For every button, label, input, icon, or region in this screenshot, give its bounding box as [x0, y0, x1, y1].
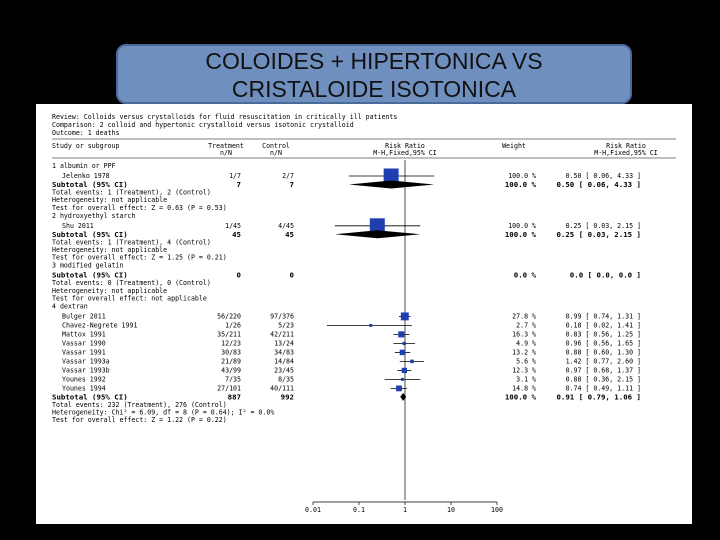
- subtotal-treatment: 7: [236, 180, 241, 189]
- group-title: 2 hydroxyethyl starch: [52, 211, 136, 220]
- study-control: 4/45: [278, 221, 294, 230]
- group-title: 4 dextran: [52, 302, 88, 311]
- study-control: 5/23: [278, 321, 294, 330]
- forest-plot: [36, 104, 692, 524]
- study-treatment: 12/23: [221, 339, 241, 348]
- study-treatment: 30/83: [221, 348, 241, 357]
- study-name: Jelenko 1978: [62, 172, 110, 180]
- study-treatment: 7/35: [225, 375, 241, 384]
- study-name: Vassar 1990: [62, 339, 106, 348]
- subtotal-ci: 0.50 [ 0.06, 4.33 ]: [556, 180, 641, 189]
- col-rr-sub: M-H,Fixed,95% CI: [373, 149, 437, 157]
- subtotal-ci: 0.0 [ 0.0, 0.0 ]: [569, 270, 641, 280]
- study-control: 13/24: [274, 339, 294, 348]
- slide-title-line1: COLOIDES + HIPERTONICA VS: [205, 48, 543, 74]
- study-treatment: 27/101: [217, 384, 241, 393]
- comparison-label: Comparison: 2 colloid and hypertonic crystalloid versus isotonic crystalloid: [52, 121, 354, 129]
- study-square: [398, 331, 404, 337]
- subtotal-treatment: 45: [232, 229, 241, 239]
- study-control: 34/83: [274, 348, 294, 357]
- study-treatment: 35/211: [217, 330, 241, 339]
- subtotal-weight: 100.0 %: [504, 392, 536, 402]
- study-weight: 4.9 %: [516, 339, 536, 348]
- subtotal-control: 45: [285, 229, 294, 239]
- subtotal-label: Subtotal (95% CI): [52, 229, 128, 239]
- outcome-label: Outcome: 1 deaths: [52, 129, 120, 137]
- col-treatment: Treatment: [208, 142, 244, 150]
- subtotal-treatment: 0: [236, 270, 241, 280]
- study-ci: 0.83 [ 0.56, 1.25 ]: [565, 330, 641, 339]
- subtotal-label: Subtotal (95% CI): [52, 270, 128, 280]
- group-note: Test for overall effect: Z = 1.22 (P = 0.22): [52, 416, 227, 425]
- group-note: Test for overall effect: Z = 0.63 (P = 0.53): [52, 203, 227, 212]
- study-name: Mattox 1991: [62, 330, 106, 339]
- col-weight: Weight: [502, 142, 526, 150]
- study-treatment: 56/220: [217, 312, 241, 321]
- study-name: Younes 1994: [62, 384, 106, 393]
- slide-title: [116, 44, 632, 104]
- study-square: [401, 378, 404, 381]
- subtotal-ci: 0.91 [ 0.79, 1.06 ]: [556, 392, 641, 402]
- study-ci: 0.25 [ 0.03, 2.15 ]: [565, 221, 641, 230]
- study-weight: 13.2 %: [512, 348, 536, 357]
- study-control: 14/84: [274, 357, 294, 366]
- study-ci: 0.88 [ 0.36, 2.15 ]: [565, 375, 641, 384]
- study-name: Vassar 1993a: [62, 357, 110, 366]
- x-axis-tick-label: 0.01: [305, 506, 321, 514]
- group-note: Heterogeneity: not applicable: [52, 286, 168, 295]
- subtotal-diamond: [335, 230, 420, 238]
- study-ci: 1.42 [ 0.77, 2.60 ]: [565, 357, 641, 366]
- study-square: [403, 342, 406, 345]
- study-treatment: 1/45: [225, 221, 241, 230]
- study-control: 97/376: [270, 312, 294, 321]
- study-treatment: 1/7: [229, 172, 241, 180]
- study-square: [369, 324, 372, 327]
- study-name: Vassar 1991: [62, 348, 106, 357]
- group-title: 1 albumin or PPF: [52, 162, 116, 170]
- group-note: Total events: 232 (Treatment), 276 (Control): [52, 401, 227, 409]
- x-axis-tick-label: 1: [403, 506, 407, 514]
- study-treatment: 21/89: [221, 357, 241, 366]
- slide-title-line2: CRISTALOIDE ISOTONICA: [231, 76, 517, 102]
- x-axis-tick-label: 100: [491, 506, 503, 514]
- group-note: Heterogeneity: not applicable: [52, 246, 168, 254]
- group-note: Test for overall effect: not applicable: [52, 294, 207, 303]
- study-control: 40/111: [270, 384, 294, 393]
- group-note: Total events: 0 (Treatment), 0 (Control): [52, 279, 211, 288]
- col-control: Control: [262, 142, 290, 150]
- col-treatment-sub: n/N: [220, 149, 232, 157]
- study-ci: 0.18 [ 0.02, 1.41 ]: [565, 321, 641, 330]
- subtotal-control: 7: [289, 180, 294, 189]
- study-square: [402, 368, 407, 373]
- group-note: Heterogeneity: Chi² = 6.09, df = 8 (P = 0.64); I² = 0.0%: [52, 408, 275, 417]
- study-treatment: 1/26: [225, 321, 241, 330]
- review-label: Review: Colloids versus crystalloids for fluid resuscitation in critically ill patients: [52, 113, 398, 121]
- subtotal-label: Subtotal (95% CI): [52, 180, 128, 189]
- subtotal-label: Subtotal (95% CI): [52, 392, 128, 402]
- study-control: 8/35: [278, 375, 294, 384]
- subtotal-control: 0: [289, 270, 294, 280]
- study-square: [396, 386, 402, 392]
- study-weight: 16.3 %: [512, 330, 536, 339]
- study-weight: 100.0 %: [508, 221, 536, 230]
- study-weight: 100.0 %: [508, 172, 536, 180]
- subtotal-weight: 100.0 %: [504, 229, 536, 239]
- study-ci: 0.99 [ 0.74, 1.31 ]: [565, 312, 641, 321]
- study-weight: 3.1 %: [516, 375, 536, 384]
- study-name: Bulger 2011: [62, 312, 106, 321]
- study-control: 42/211: [270, 330, 294, 339]
- x-axis-tick-label: 0.1: [353, 506, 365, 514]
- study-square: [410, 360, 414, 364]
- forest-plot-panel: [36, 104, 692, 524]
- subtotal-treatment: 887: [227, 392, 241, 402]
- study-weight: 12.3 %: [512, 366, 536, 375]
- study-ci: 0.74 [ 0.49, 1.11 ]: [565, 384, 641, 393]
- study-name: Shu 2011: [62, 221, 94, 230]
- group-title: 3 modified gelatin: [52, 261, 124, 270]
- study-weight: 2.7 %: [516, 321, 536, 330]
- col-rr: Risk Ratio: [385, 142, 425, 150]
- subtotal-diamond: [349, 181, 434, 189]
- subtotal-weight: 100.0 %: [504, 180, 536, 189]
- col-rr2-sub: M-H,Fixed,95% CI: [594, 149, 658, 157]
- study-square: [400, 350, 405, 355]
- study-name: Younes 1992: [62, 375, 106, 384]
- col-study: Study or subgroup: [52, 142, 120, 150]
- subtotal-control: 992: [280, 392, 294, 402]
- col-control-sub: n/N: [270, 149, 282, 157]
- study-ci: 0.50 [ 0.06, 4.33 ]: [565, 172, 641, 180]
- group-note: Total events: 1 (Treatment), 2 (Control): [52, 188, 211, 197]
- study-control: 23/45: [274, 366, 294, 375]
- study-ci: 0.97 [ 0.68, 1.37 ]: [565, 366, 641, 375]
- study-name: Chavez-Negrete 1991: [62, 321, 138, 330]
- subtotal-ci: 0.25 [ 0.03, 2.15 ]: [556, 229, 641, 239]
- group-note: Heterogeneity: not applicable: [52, 196, 168, 205]
- x-axis-tick-label: 10: [447, 506, 455, 514]
- group-note: Total events: 1 (Treatment), 4 (Control): [52, 238, 211, 247]
- subtotal-weight: 0.0 %: [513, 270, 536, 280]
- group-note: Test for overall effect: Z = 1.25 (P = 0.21): [52, 253, 227, 262]
- study-ci: 0.88 [ 0.60, 1.30 ]: [565, 348, 641, 357]
- col-rr2: Risk Ratio: [606, 142, 646, 150]
- study-ci: 0.96 [ 0.56, 1.65 ]: [565, 339, 641, 348]
- study-treatment: 43/99: [221, 366, 241, 375]
- study-name: Vassar 1993b: [62, 366, 110, 375]
- study-weight: 5.6 %: [516, 357, 536, 366]
- study-control: 2/7: [282, 172, 294, 180]
- study-weight: 14.8 %: [512, 384, 536, 393]
- study-square: [401, 312, 409, 320]
- study-weight: 27.8 %: [512, 312, 536, 321]
